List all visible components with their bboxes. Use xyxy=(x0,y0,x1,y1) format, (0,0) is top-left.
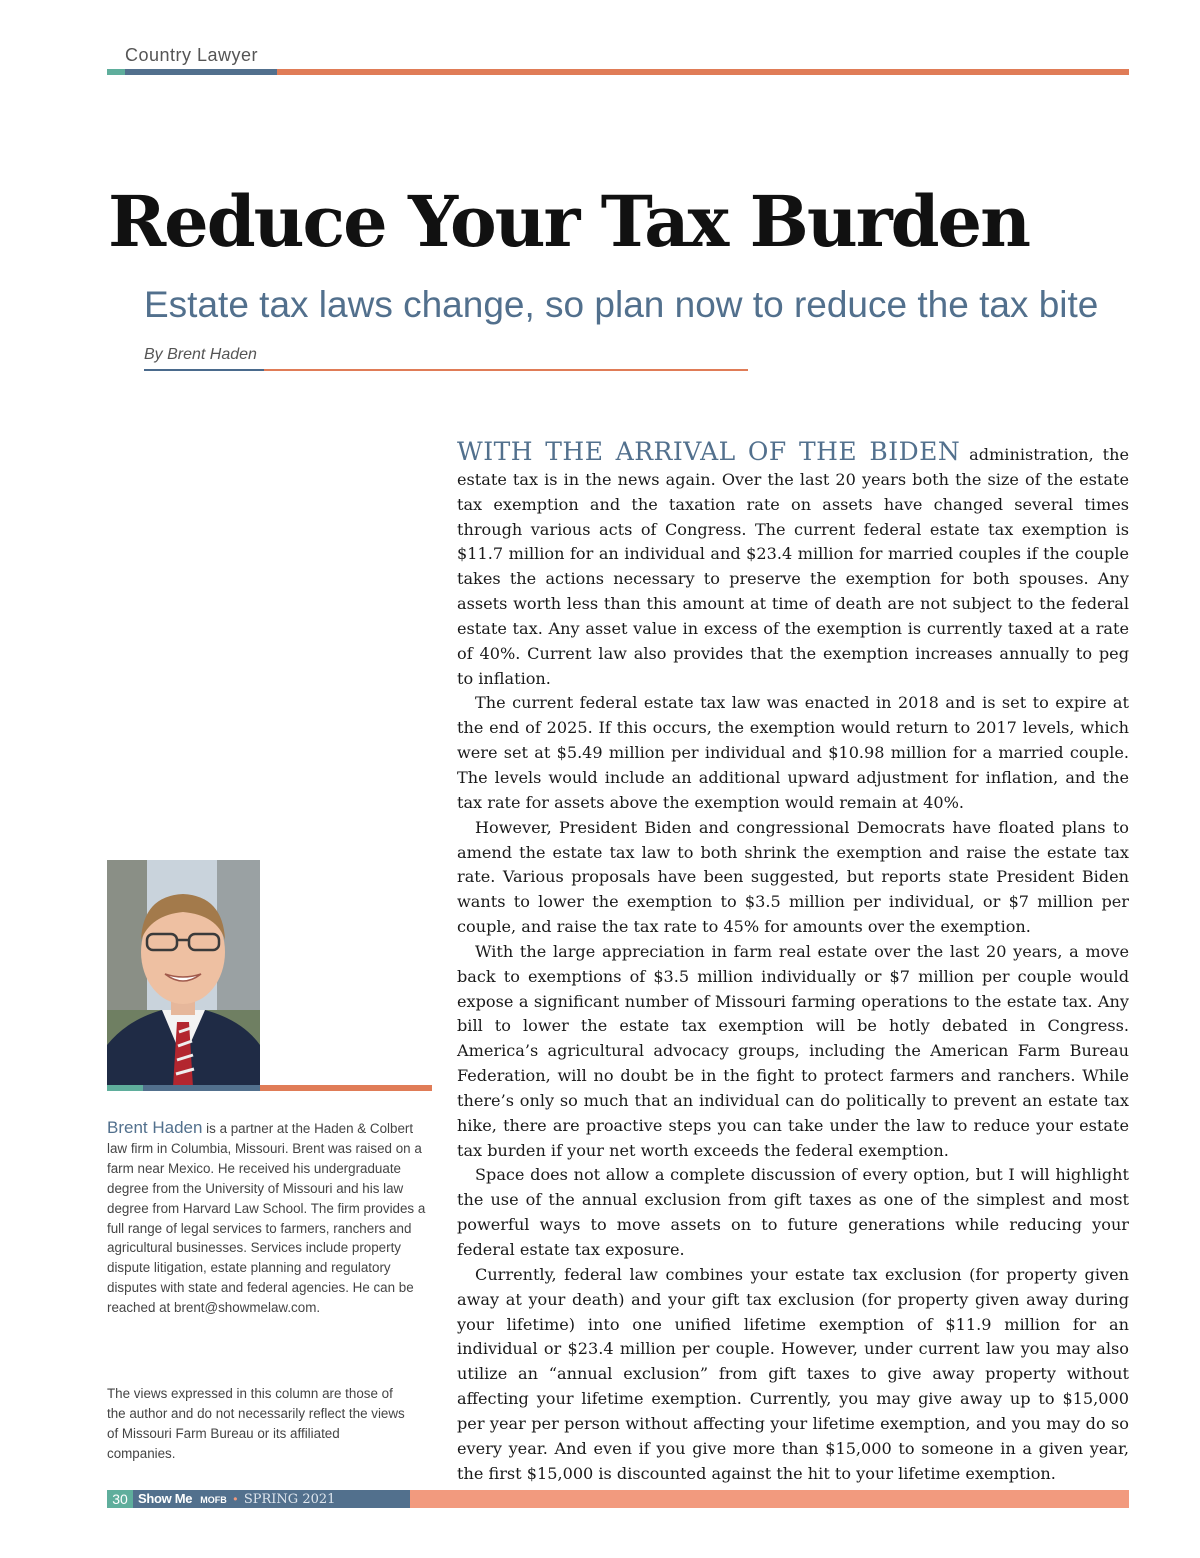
magazine-name: Show Me xyxy=(138,1491,193,1506)
footer-bar-accent xyxy=(410,1490,1129,1508)
org-name: MOFB xyxy=(200,1495,227,1505)
author-name: Brent Haden xyxy=(107,1118,203,1137)
author-bio-text: is a partner at the Haden & Colbert law firm in Columbia, Missouri. Brent was raised on a farm near Mexico. He received his undergraduate degree from the University of Missouri and his law degree from Harvard Law School. The firm provides a full range of legal services to farmers, ranchers and agricultural businesses. Services include property dispute litigation, estate planning and regulatory disputes with state and federal agencies. He can be reached at brent@showmelaw.com. xyxy=(107,1121,426,1316)
paragraph: The current federal estate tax law was enacted in 2018 and is set to expire at the end of 2025. If this occurs, the exemption would return to 2017 levels, which were set at $5.49 million per individual and $10.98 million for a married couple. The levels would include an additional upward adjustment for inflation, and the tax rate for assets above the exemption would remain at 40%. xyxy=(457,693,1129,812)
author-portrait-icon xyxy=(107,860,260,1087)
author-bio xyxy=(107,1118,435,1318)
byline-rule-blue xyxy=(144,369,264,371)
issue-date: SPRING 2021 xyxy=(243,1492,336,1507)
byline: By Brent Haden xyxy=(144,346,257,363)
paragraph xyxy=(457,437,1129,691)
section-label: Country Lawyer xyxy=(125,45,259,65)
footer-masthead xyxy=(138,1490,335,1508)
article-title: Reduce Your Tax Burden xyxy=(108,180,1029,263)
author-photo xyxy=(107,860,260,1087)
paragraph: With the large appreciation in farm real estate over the last 20 years, a move back to exemptions of $3.5 million individually or $7 million per couple would expose a significant number of Missouri farming operations to the estate tax. Any bill to lower the estate tax exemption will be hotly debated in Congress. America’s agricultural advocacy groups, including the American Farm Bureau Federation, will no doubt be in the fight to protect farmers and ranchers. While there’s only so much that an individual can do politically to prevent an estate tax hike, there are proactive steps you can take under the law to reduce your estate tax burden if your net worth exceeds the federal exemption. xyxy=(457,941,1129,1160)
header-rule-blue xyxy=(125,69,277,75)
photo-rule-teal xyxy=(107,1085,143,1091)
header-rule-teal xyxy=(107,69,125,75)
paragraph-text: administration, the estate tax is in the news again. Over the last 20 years both the size of the estate tax exemption and the taxation rate on assets have changed several times through various acts of Congress. The current federal estate tax exemption is $11.7 million for an individual and $23.4 million for married couples if the couple takes the actions necessary to preserve the exemption for both spouses. Any assets worth less than this amount at time of death are not subject to the federal estate tax. Any asset value in excess of the exemption is currently taxed at a rate of 40%. Current law also provides that the exemption increases annually to peg to inflation. xyxy=(457,445,1129,688)
header-rule-orange xyxy=(277,69,1129,75)
paragraph: Space does not allow a complete discussion of every option, but I will highlight the use of the annual exclusion from gift taxes as one of the simplest and most powerful ways to move assets on to future generations while reducing your federal estate tax exposure. xyxy=(457,1165,1129,1259)
disclaimer: The views expressed in this column are those of the author and do not necessarily reflect the views of Missouri Farm Bureau or its affiliated companies. xyxy=(107,1386,405,1461)
page-number: 30 xyxy=(107,1490,133,1508)
byline-rule-orange xyxy=(264,369,748,371)
paragraph: Currently, federal law combines your estate tax exclusion (for property given away at your death) and your gift tax exclusion (for property given away during your lifetime) into one unified lifetime exemption of $11.9 million for an individual or $23.4 million per couple. However, under current law you may also utilize an “annual exclusion” from gift taxes to give away property without affecting your lifetime exemption. Currently, you may give away up to $15,000 per year per person without affecting your lifetime exemption, and you may do so every year. And even if you give more than $15,000 to someone in a given year, the first $15,000 is discounted against the hit to your lifetime exemption. xyxy=(457,1264,1129,1483)
article-body xyxy=(457,437,1129,1486)
photo-rule-orange xyxy=(260,1085,432,1091)
article-subtitle: Estate tax laws change, so plan now to reduce the tax bite xyxy=(144,284,1099,325)
paragraph: However, President Biden and congressional Democrats have floated plans to amend the estate tax law to both shrink the exemption and raise the estate tax rate. Various proposals have been suggested, but reports state President Biden wants to lower the exemption to $3.5 million per individual, or $7 million per couple, and raise the tax rate to 45% for amounts over the exemption. xyxy=(457,817,1129,937)
footer-separator: • xyxy=(233,1492,238,1506)
lead-in-caps: WITH THE ARRIVAL OF THE BIDEN xyxy=(457,437,961,466)
photo-rule-blue xyxy=(143,1085,260,1091)
